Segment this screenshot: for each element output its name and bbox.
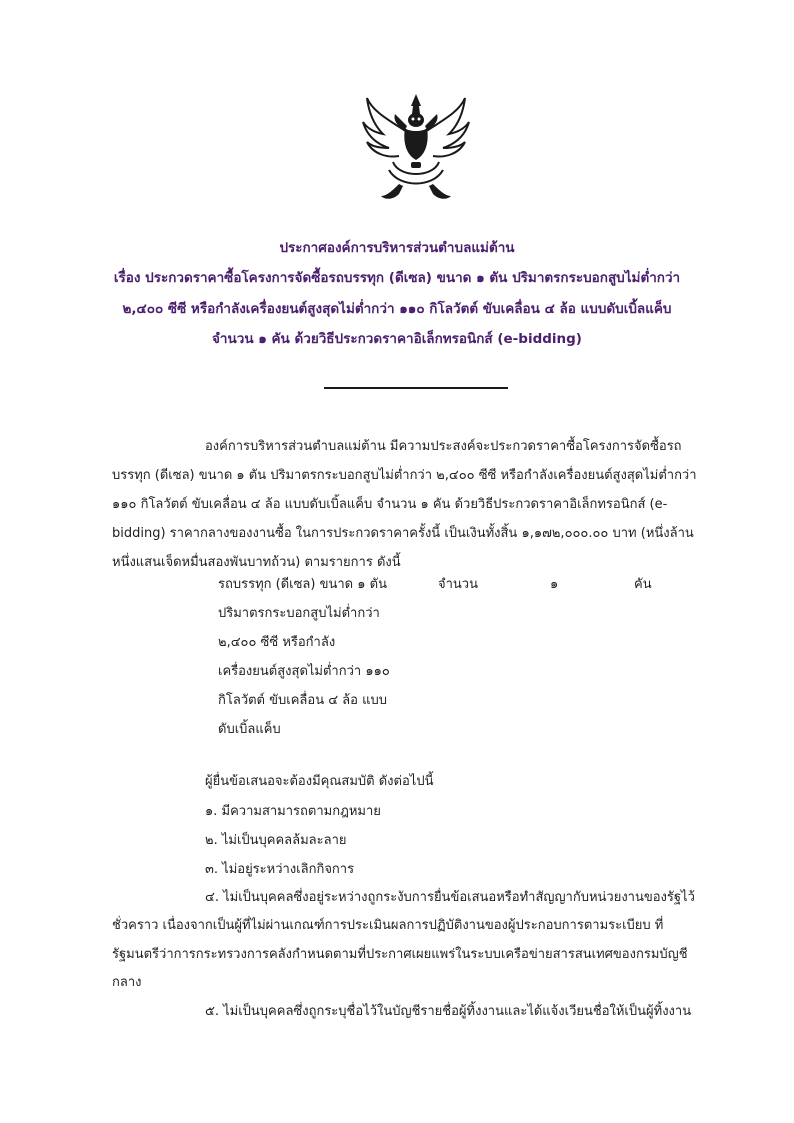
qualification-heading: ผู้ยื่นข้อเสนอจะต้องมีคุณสมบัติ ดังต่อไปนี้: [205, 774, 434, 789]
intro-line: bidding) ราคากลางของงานซื้อ ในการประกวดราคาครั้งนี้ เป็นเงินทั้งสิ้น ๑,๑๗๒,๐๐๐.๐๐ บาท (หนึ่งล้าน: [112, 526, 694, 541]
quantity-label: จำนวน: [438, 577, 478, 592]
qualification-item: ๓. ไม่อยู่ระหว่างเลิกกิจการ: [205, 862, 355, 877]
item-description: ดับเบิ้ลแค็บ: [218, 722, 281, 737]
item-description: ปริมาตรกระบอกสูบไม่ต่ำกว่า: [218, 606, 380, 621]
intro-line: หนึ่งแสนเจ็ดหมื่นสองพันบาทถ้วน) ตามรายการ ดังนี้: [112, 555, 401, 570]
item-description: เครื่องยนต์สูงสุดไม่ต่ำกว่า ๑๑๐: [218, 664, 390, 679]
subject-line: ๒,๔๐๐ ซีซี หรือกำลังเครื่องยนต์สูงสุดไม่ต่ำกว่า ๑๑๐ กิโลวัตต์ ขับเคลื่อน ๔ ล้อ แบบดับเบิ้ลแค็บ: [122, 301, 672, 317]
item-description: รถบรรทุก (ดีเซล) ขนาด ๑ ตัน: [218, 577, 387, 592]
qualification-item-continued: รัฐมนตรีว่าการกระทรวงการคลังกำหนดตามที่ประกาศเผยแพร่ในระบบเครือข่ายสารสนเทศของกรมบัญชี: [112, 947, 688, 962]
intro-line: องค์การบริหารส่วนตำบลแม่ต้าน มีความประสงค์จะประกวดราคาซื้อโครงการจัดซื้อรถ: [205, 439, 682, 454]
item-description: ๒,๔๐๐ ซีซี หรือกำลัง: [218, 635, 336, 650]
heading-divider: [324, 387, 508, 389]
quantity-value: ๑: [550, 577, 559, 592]
qualification-item-continued: ชั่วคราว เนื่องจากเป็นผู้ที่ไม่ผ่านเกณฑ์การประเมินผลการปฏิบัติงานของผู้ประกอบการตามระเบียบ ที่: [112, 918, 664, 933]
qualification-item: ๑. มีความสามารถตามกฎหมาย: [205, 804, 381, 819]
garuda-emblem-icon: [359, 92, 473, 204]
qualification-item: ๔. ไม่เป็นบุคคลซึ่งอยู่ระหว่างถูกระงับการยื่นข้อเสนอหรือทำสัญญากับหน่วยงานของรัฐไว้: [205, 890, 695, 905]
qualification-item: ๕. ไม่เป็นบุคคลซึ่งถูกระบุชื่อไว้ในบัญชีรายชื่อผู้ทิ้งงานและได้แจ้งเวียนชื่อให้เป็นผู้ทิ้งงาน: [205, 1004, 692, 1019]
qualification-item-continued: กลาง: [112, 975, 142, 990]
intro-line: ๑๑๐ กิโลวัตต์ ขับเคลื่อน ๔ ล้อ แบบดับเบิ้ลแค็บ จำนวน ๑ คัน ด้วยวิธีประกวดราคาอิเล็กทรอนิกส์ (e-: [112, 497, 668, 512]
subject-line: จำนวน ๑ คัน ด้วยวิธีประกวดราคาอิเล็กทรอนิกส์ (e-bidding): [212, 331, 582, 347]
subject-line: เรื่อง ประกวดราคาซื้อโครงการจัดซื้อรถบรรทุก (ดีเซล) ขนาด ๑ ตัน ปริมาตรกระบอกสูบไม่ต่ำกว่า: [113, 270, 681, 286]
intro-line: บรรทุก (ดีเซล) ขนาด ๑ ตัน ปริมาตรกระบอกสูบไม่ต่ำกว่า ๒,๔๐๐ ซีซี หรือกำลังเครื่องยนต์สูงสุดไม่ต่ำกว่า: [112, 468, 697, 483]
unit-value: คัน: [634, 577, 652, 592]
item-description: กิโลวัตต์ ขับเคลื่อน ๔ ล้อ แบบ: [218, 693, 387, 708]
qualification-item: ๒. ไม่เป็นบุคคลล้มละลาย: [205, 833, 347, 848]
announcement-title: ประกาศองค์การบริหารส่วนตำบลแม่ต้าน: [279, 240, 515, 256]
